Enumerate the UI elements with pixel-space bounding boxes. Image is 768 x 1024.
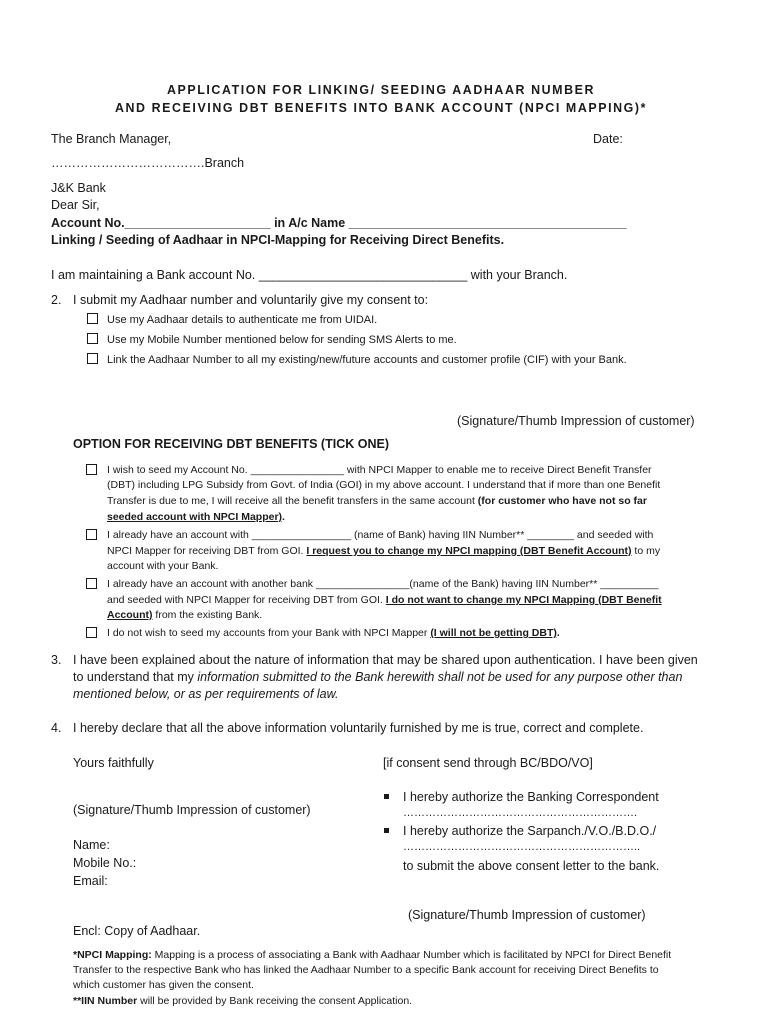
mobile-label: Mobile No.:: [73, 856, 137, 870]
section-2-signature: (Signature/Thumb Impression of customer): [457, 414, 695, 428]
section-3-line-3: mentioned below, or as per requirements of law.: [73, 687, 339, 701]
dbt-checkbox-change-mapping[interactable]: [86, 529, 97, 540]
subject-line: Linking / Seeding of Aadhaar in NPCI-Mapping for Receiving Direct Benefits.: [51, 233, 505, 247]
dbt-option-3-line-3: Account) from the existing Bank.: [107, 609, 263, 621]
section-3-line-2: to understand that my information submitted to the Bank herewith shall not be used for any purpose other than: [73, 670, 683, 684]
addressee: The Branch Manager,: [51, 132, 172, 146]
section-4-declaration: I hereby declare that all the above information voluntarily furnished by me is true, correct and complete.: [73, 721, 644, 735]
consent-checkbox-link-accounts[interactable]: [87, 353, 98, 364]
authorize-bc-dots: ……………………………………………………….: [403, 807, 638, 819]
dbt-checkbox-seed-account[interactable]: [86, 464, 97, 475]
submit-consent-line: to submit the above consent letter to the bank.: [403, 859, 660, 873]
footnote-npci-line-3: which customer has given the consent.: [73, 979, 254, 991]
consent-option-sms: Use my Mobile Number mentioned below for sending SMS Alerts to me.: [107, 334, 457, 346]
bank-name: J&K Bank: [51, 181, 106, 195]
footnote-npci-line-1: *NPCI Mapping: Mapping is a process of associating a Bank with Aadhaar Number which is facilitated by NPCI for Direct Benefit: [73, 949, 672, 961]
consent-checkbox-sms[interactable]: [87, 333, 98, 344]
dbt-option-2-line-3: account with your Bank.: [107, 560, 219, 572]
dbt-option-1-line-1: I wish to seed my Account No. ________________ with NPCI Mapper to enable me to receive Direct Benefit Transfer: [107, 464, 652, 476]
email-label: Email:: [73, 874, 108, 888]
salutation: Dear Sir,: [51, 198, 100, 212]
authorize-sarpanch: I hereby authorize the Sarpanch./V.O./B.D.O./: [403, 824, 657, 838]
consent-option-link-accounts: Link the Aadhaar Number to all my existing/new/future accounts and customer profile (CIF) with your Bank.: [107, 354, 627, 366]
consent-signature: (Signature/Thumb Impression of customer): [408, 908, 646, 922]
bullet-icon: [384, 794, 389, 799]
section-2-number: 2.: [51, 293, 62, 307]
dbt-option-1-line-2: (DBT) including LPG Subsidy from Govt. of India (GOI) in my above account. I understand that if more than one Benefit: [107, 479, 661, 491]
form-title-line-1: APPLICATION FOR LINKING/ SEEDING AADHAAR NUMBER: [166, 83, 596, 97]
section-2-intro: I submit my Aadhaar number and voluntarily give my consent to:: [73, 293, 429, 307]
date-label: Date:: [593, 132, 623, 146]
enclosure-note: Encl: Copy of Aadhaar.: [73, 924, 201, 938]
footnote-iin: **IIN Number will be provided by Bank receiving the consent Application.: [73, 995, 413, 1007]
yours-faithfully: Yours faithfully: [73, 756, 154, 770]
dbt-option-2-line-1: I already have an account with _________________ (name of Bank) having IIN Number** ________ and seeded with: [107, 529, 654, 541]
closing-signature: (Signature/Thumb Impression of customer): [73, 803, 311, 817]
dbt-option-3-line-2: and seeded with NPCI Mapper for receiving DBT from GOI. I do not want to change my NPCI Mapping (DBT Benefit: [107, 594, 662, 606]
branch-line: ……………………………….Branch: [51, 156, 245, 170]
dbt-option-3-line-1: I already have an account with another bank ________________(name of the Bank) having IIN Number** __________: [107, 578, 659, 590]
consent-checkbox-authenticate[interactable]: [87, 313, 98, 324]
dbt-option-1-line-4: seeded account with NPCI Mapper).: [107, 511, 285, 523]
footnote-npci-line-2: Transfer to the respective Bank who has linked the Aadhaar Number to a specific Bank account for receiving Direct Benefits to: [73, 964, 659, 976]
dbt-option-2-line-2: NPCI Mapper for receiving DBT from GOI. I request you to change my NPCI mapping (DBT Benefit Account) to my: [107, 545, 661, 557]
authorize-bc: I hereby authorize the Banking Correspondent: [403, 790, 659, 804]
maintaining-account-line: I am maintaining a Bank account No. ______________________________ with your Branch.: [51, 268, 568, 282]
section-3-number: 3.: [51, 653, 62, 667]
name-label: Name:: [73, 838, 110, 852]
form-title-line-2: AND RECEIVING DBT BENEFITS INTO BANK ACCOUNT (NPCI MAPPING)*: [114, 101, 648, 115]
dbt-checkbox-no-seed[interactable]: [86, 627, 97, 638]
section-3-line-1: I have been explained about the nature of information that may be shared upon authentication. I have been given: [73, 653, 698, 667]
consent-option-authenticate: Use my Aadhaar details to authenticate me from UIDAI.: [107, 314, 378, 326]
dbt-option-1-line-3: Transfer is due to me, I will receive all the benefit transfers in the same account (for customer who have not so far: [107, 495, 647, 507]
dbt-options-heading: OPTION FOR RECEIVING DBT BENEFITS (TICK ONE): [73, 437, 389, 451]
bullet-icon: [384, 828, 389, 833]
consent-via-heading: [if consent send through BC/BDO/VO]: [383, 756, 593, 770]
dbt-option-4-line-1: I do not wish to seed my accounts from your Bank with NPCI Mapper (I will not be getting DBT).: [107, 627, 560, 639]
authorize-sarpanch-dots: ………………………………………………………..: [403, 841, 641, 853]
dbt-checkbox-keep-mapping[interactable]: [86, 578, 97, 589]
section-4-number: 4.: [51, 721, 62, 735]
account-line: Account No._____________________ in A/c Name ________________________________________: [51, 216, 627, 230]
